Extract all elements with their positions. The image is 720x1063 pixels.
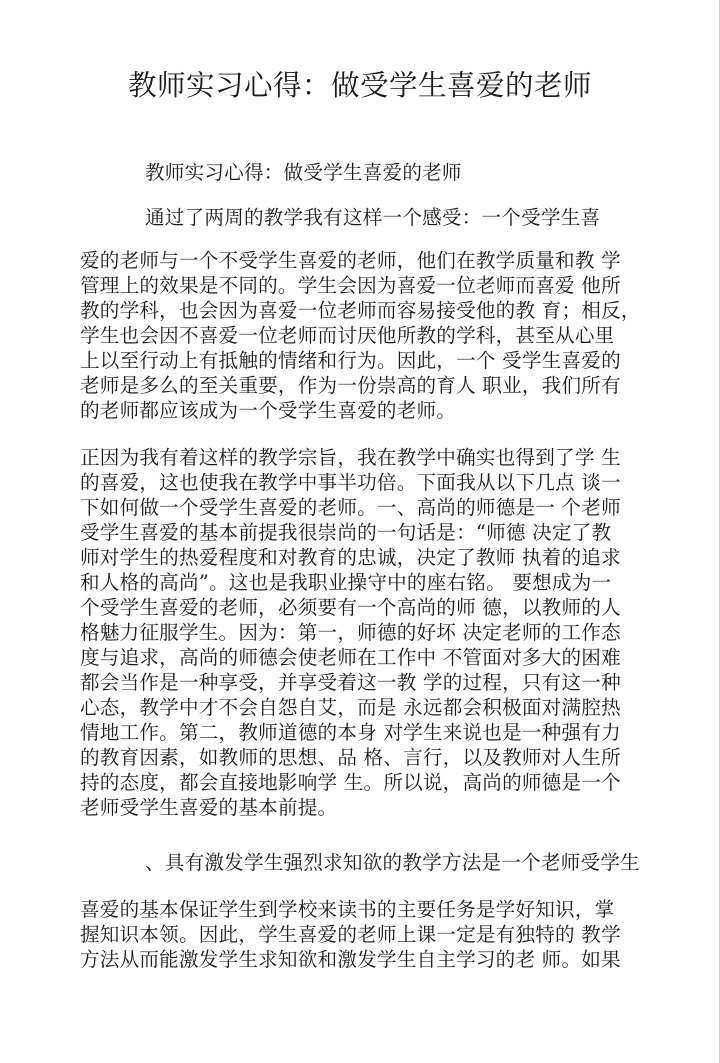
paragraph-line: 情地工作。第二，教师道德的本身 对学生来说也是一种强有力	[80, 721, 621, 744]
paragraph-line: 和人格的高尚”。这也是我职业操守中的座右铭。 要想成为一	[80, 571, 612, 594]
paragraph-line: 师对学生的热爱程度和对教育的忠诚，决定了教师 执着的追求	[80, 546, 621, 569]
paragraph-line: 、具有激发学生强烈求知欲的教学方法是一个老师受学生	[145, 851, 640, 874]
paragraph-line: 的教育因素，如教师的思想、品 格、言行，以及教师对人生所	[80, 746, 621, 769]
paragraph-line: 教的学科，也会因为喜爱一位老师而容易接受他的教 育；相反，	[80, 299, 641, 322]
paragraph-line: 都会当作是一种享受，并享受着这一教 学的过程，只有这一种	[80, 671, 621, 694]
subtitle-line: 教师实习心得：做受学生喜爱的老师	[145, 161, 462, 184]
paragraph-line: 下如何做一个受学生喜爱的老师。一、高尚的师德是一 个老师	[80, 496, 621, 519]
paragraph-line: 通过了两周的教学我有这样一个感受：一个受学生喜	[145, 206, 601, 229]
paragraph-line: 心态，教学中才不会自怨自艾，而是 永远都会积极面对满腔热	[80, 696, 621, 719]
paragraph-line: 度与追求，高尚的师德会使老师在工作中 不管面对多大的困难	[80, 646, 621, 669]
paragraph-line: 管理上的效果是不同的。学生会因为喜爱一位老师而喜爱 他所	[80, 274, 621, 297]
paragraph-line: 握知识本领。因此，学生喜爱的老师上课一定是有独特的 教学	[80, 923, 621, 946]
paragraph-line: 的喜爱，这也使我在教学中事半功倍。下面我从以下几点 谈一	[80, 471, 621, 494]
paragraph-line: 受学生喜爱的基本前提我很崇尚的一句话是：“师德 决定了教	[80, 521, 612, 544]
paragraph-line: 正因为我有着这样的教学宗旨，我在教学中确实也得到了学 生	[80, 446, 621, 469]
paragraph-line: 方法从而能激发学生求知欲和激发学生自主学习的老 师。如果	[80, 948, 621, 971]
paragraph-line: 个受学生喜爱的老师，必须要有一个高尚的师 德，以教师的人	[80, 596, 621, 619]
paragraph-line: 喜爱的基本保证学生到学校来读书的主要任务是学好知识，掌	[80, 898, 615, 921]
paragraph-line: 的老师都应该成为一个受学生喜爱的老师。	[80, 399, 457, 422]
paragraph-line: 老师受学生喜爱的基本前提。	[80, 796, 338, 819]
paragraph-line: 上以至行动上有抵触的情绪和行为。因此，一个 受学生喜爱的	[80, 349, 621, 372]
paragraph-line: 爱的老师与一个不受学生喜爱的老师，他们在教学质量和教 学	[80, 249, 621, 272]
paragraph-line: 持的态度，都会直接地影响学 生。所以说，高尚的师德是一个	[80, 771, 621, 794]
document-title: 教师实习心得：做受学生喜爱的老师	[127, 69, 592, 102]
paragraph-line: 学生也会因不喜爱一位老师而讨厌他所教的学科，甚至从心里	[80, 324, 615, 347]
paragraph-line: 老师是多么的至关重要，作为一份崇高的育人 职业，我们所有	[80, 374, 621, 397]
paragraph-line: 格魅力征服学生。因为：第一，师德的好坏 决定老师的工作态	[80, 621, 621, 644]
